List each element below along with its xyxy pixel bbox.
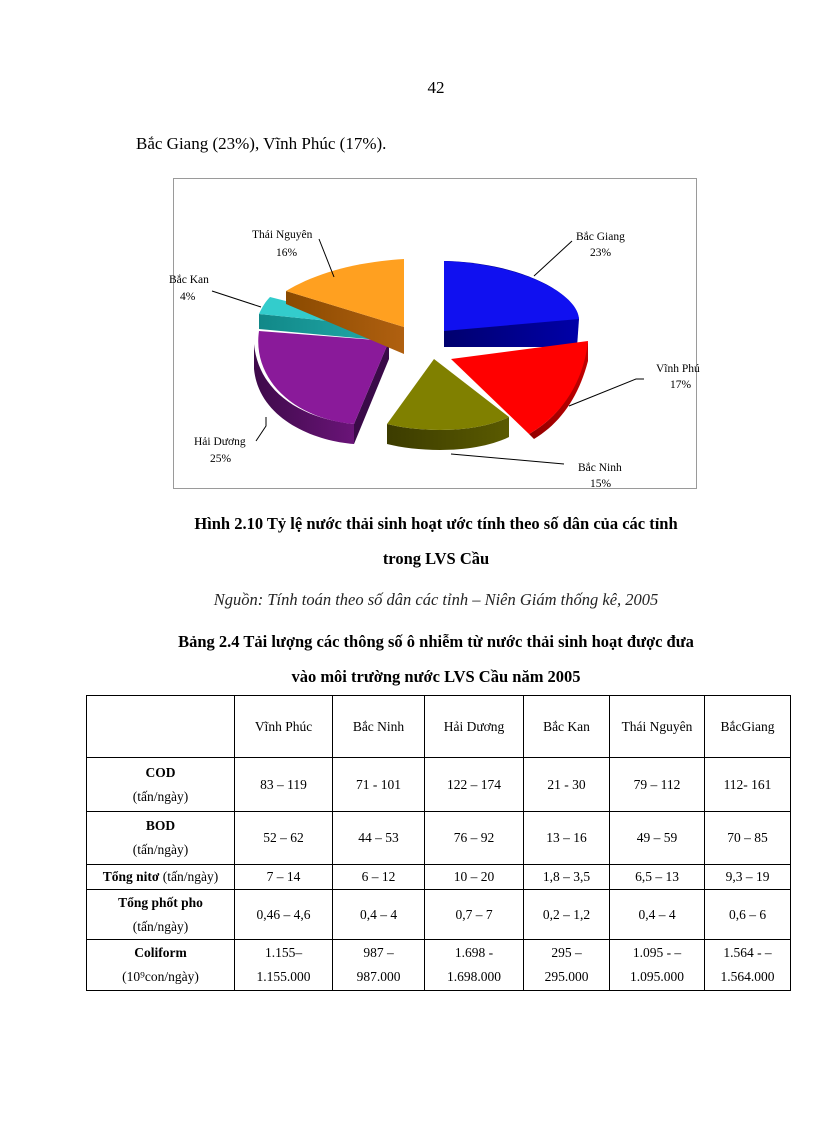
table-cell: 79 – 112 bbox=[610, 758, 705, 812]
table-cell: 49 – 59 bbox=[610, 812, 705, 865]
pie-slice-bac-giang bbox=[444, 261, 579, 347]
table-cell: 13 – 16 bbox=[524, 812, 610, 865]
pie-pct-hai-duong: 25% bbox=[210, 453, 232, 465]
pollution-load-table bbox=[86, 695, 791, 991]
parameter-name: Tổng phốt pho bbox=[118, 894, 203, 910]
table-cell: 71 - 101 bbox=[333, 758, 425, 812]
parameter-name: COD bbox=[145, 764, 176, 780]
cell-line: 1.095.000 bbox=[630, 969, 684, 984]
table-cell: 0,4 – 4 bbox=[333, 890, 425, 940]
table-row bbox=[87, 812, 791, 865]
table-header-cell: Bắc Ninh bbox=[333, 696, 425, 758]
table-cell: 7 – 14 bbox=[235, 865, 333, 890]
pie-pct-bac-ninh: 15% bbox=[590, 478, 612, 490]
table-header-cell: BắcGiang bbox=[705, 696, 791, 758]
cell-line: 1.564 - – bbox=[723, 945, 772, 960]
pie-label-bac-giang: Bắc Giang bbox=[576, 231, 625, 243]
table-cell: 52 – 62 bbox=[235, 812, 333, 865]
parameter-unit: (tấn/ngày) bbox=[132, 842, 189, 857]
table-cell bbox=[610, 940, 705, 991]
table-header-cell: Thái Nguyên bbox=[610, 696, 705, 758]
row-label bbox=[87, 812, 235, 865]
intro-text: Bắc Giang (23%), Vĩnh Phúc (17%). bbox=[136, 134, 387, 153]
table-caption-line1: Bảng 2.4 Tải lượng các thông số ô nhiễm từ nước thải sinh hoạt được đưa bbox=[178, 632, 694, 651]
pie-pct-bac-kan: 4% bbox=[180, 291, 196, 303]
cell-line: 1.155– bbox=[264, 945, 303, 960]
table-cell: 122 – 174 bbox=[425, 758, 524, 812]
parameter-name: Tổng nitơ bbox=[102, 869, 160, 884]
table-row bbox=[87, 890, 791, 940]
pie-pct-vinh-phuc: 17% bbox=[670, 379, 692, 391]
parameter-unit: (10⁹con/ngày) bbox=[122, 969, 199, 984]
table-cell: 21 - 30 bbox=[524, 758, 610, 812]
table-cell: 0,2 – 1,2 bbox=[524, 890, 610, 940]
table-cell bbox=[235, 940, 333, 991]
table-row bbox=[87, 758, 791, 812]
table-cell: 0,4 – 4 bbox=[610, 890, 705, 940]
table-cell: 70 – 85 bbox=[705, 812, 791, 865]
row-label bbox=[87, 940, 235, 991]
pie-slice-hai-duong bbox=[254, 331, 389, 444]
leader-line-thai-nguyen bbox=[319, 239, 334, 277]
table-caption-line2: vào môi trường nước LVS Cầu năm 2005 bbox=[291, 667, 581, 686]
parameter-unit: (tấn/ngày) bbox=[132, 918, 189, 934]
cell-line: 295.000 bbox=[544, 969, 589, 984]
parameter-unit: (tấn/ngày) bbox=[162, 869, 219, 884]
pie-pct-thai-nguyen: 16% bbox=[276, 247, 298, 259]
leader-line-bac-ninh bbox=[451, 454, 564, 464]
table-cell bbox=[425, 940, 524, 991]
parameter-name: BOD bbox=[145, 818, 176, 833]
table-cell: 6,5 – 13 bbox=[610, 865, 705, 890]
table-cell: 1,8 – 3,5 bbox=[524, 865, 610, 890]
source-note: Nguồn: Tính toán theo số dân các tỉnh – Niên Giám thống kê, 2005 bbox=[213, 590, 659, 609]
table-cell: 6 – 12 bbox=[333, 865, 425, 890]
table-cell bbox=[705, 940, 791, 991]
parameter-unit: (tấn/ngày) bbox=[132, 788, 189, 804]
table-cell bbox=[333, 940, 425, 991]
table-header-row bbox=[87, 696, 791, 758]
table-cell: 10 – 20 bbox=[425, 865, 524, 890]
cell-line: 1.564.000 bbox=[720, 969, 775, 984]
cell-line: 987.000 bbox=[356, 969, 401, 984]
table-header-cell bbox=[87, 696, 235, 758]
cell-line: 987 – bbox=[363, 945, 394, 960]
leader-line-bac-giang bbox=[534, 241, 572, 276]
pie-chart-frame bbox=[169, 178, 700, 490]
cell-line: 1.698.000 bbox=[447, 969, 501, 984]
parameter-name: Coliform bbox=[134, 945, 187, 960]
page-number: 42 bbox=[427, 78, 445, 97]
row-label bbox=[87, 890, 235, 940]
pie-pct-bac-giang: 23% bbox=[590, 247, 612, 259]
table-cell: 9,3 – 19 bbox=[705, 865, 791, 890]
leader-line-bac-kan bbox=[212, 291, 261, 307]
cell-line: 1.698 - bbox=[454, 945, 494, 960]
table-row bbox=[87, 940, 791, 991]
table-cell: 112- 161 bbox=[705, 758, 791, 812]
table-header-cell: Hải Dương bbox=[425, 696, 524, 758]
table-cell: 0,46 – 4,6 bbox=[235, 890, 333, 940]
cell-line: 295 – bbox=[551, 945, 582, 960]
table-cell bbox=[524, 940, 610, 991]
cell-line: 1.155.000 bbox=[256, 969, 311, 984]
figure-caption-line2: trong LVS Cầu bbox=[382, 549, 490, 568]
pie-label-vinh-phuc: Vĩnh Phú bbox=[656, 363, 700, 375]
table-cell: 0,6 – 6 bbox=[705, 890, 791, 940]
row-label bbox=[87, 758, 235, 812]
pie-chart bbox=[169, 179, 700, 490]
table-row bbox=[87, 865, 791, 890]
table-header-cell: Bắc Kan bbox=[524, 696, 610, 758]
leader-line-hai-duong bbox=[256, 417, 266, 441]
pie-label-hai-duong: Hải Dương bbox=[194, 436, 246, 448]
pie-label-thai-nguyen: Thái Nguyên bbox=[252, 229, 313, 241]
table-header-cell: Vĩnh Phúc bbox=[235, 696, 333, 758]
row-label bbox=[87, 865, 235, 890]
table-cell: 83 – 119 bbox=[235, 758, 333, 812]
pie-label-bac-kan: Bắc Kan bbox=[169, 274, 209, 286]
figure-caption-line1: Hình 2.10 Tỷ lệ nước thải sinh hoạt ước tính theo số dân của các tỉnh bbox=[194, 514, 678, 533]
table-cell: 76 – 92 bbox=[425, 812, 524, 865]
table-cell: 44 – 53 bbox=[333, 812, 425, 865]
cell-line: 1.095 - – bbox=[632, 945, 682, 960]
table-cell: 0,7 – 7 bbox=[425, 890, 524, 940]
pie-label-bac-ninh: Bắc Ninh bbox=[578, 462, 622, 474]
